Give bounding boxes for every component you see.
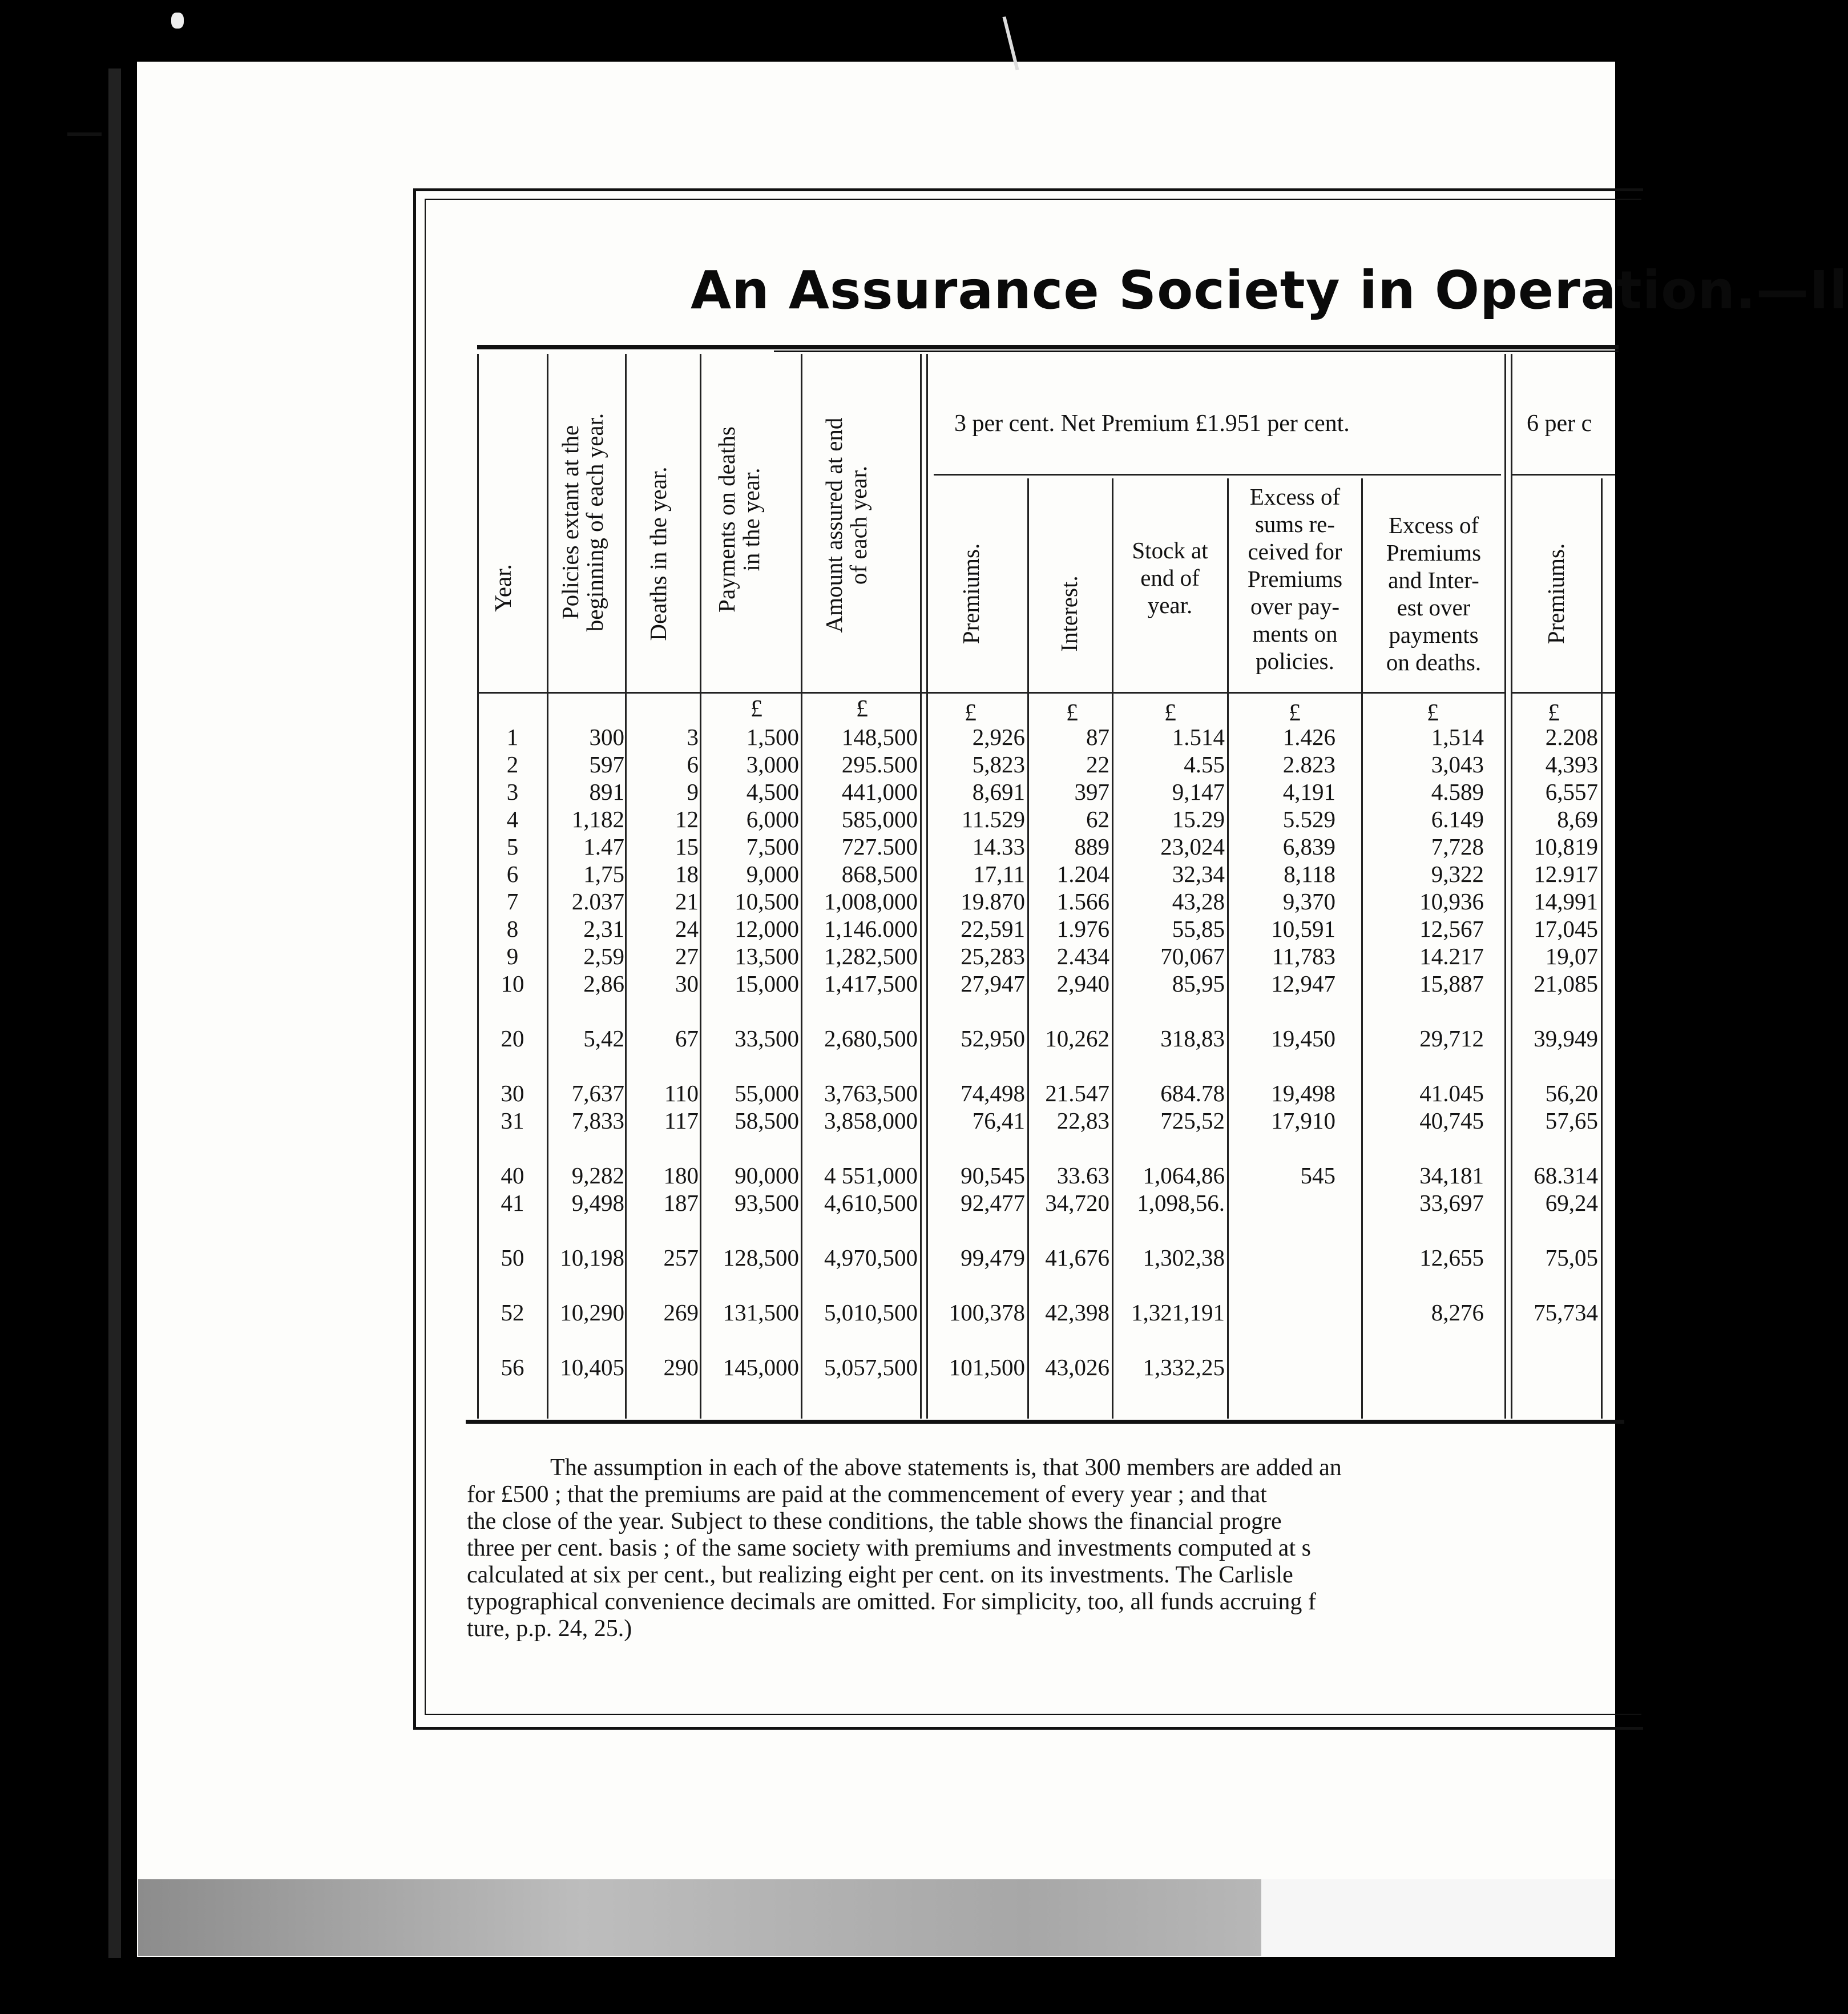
note-line: typographical convenience decimals are omitted. For simplicity, too, all funds accruing f <box>467 1589 1316 1615</box>
cell-excess-sums: 545 <box>1300 1162 1335 1189</box>
cell-interest: 10,262 <box>1045 1025 1109 1052</box>
col-divider <box>477 354 479 1419</box>
cell-premiums: 52,950 <box>961 1025 1025 1052</box>
cell-policies: 597 <box>589 751 624 778</box>
cell-excess-prem: 7,728 <box>1431 833 1484 860</box>
cell-excess-prem: 10,936 <box>1419 888 1484 915</box>
cell-amount: 5,010,500 <box>824 1299 918 1326</box>
cell-stock: 70,067 <box>1160 943 1225 969</box>
cell-payments: 1,500 <box>746 724 799 750</box>
cell-premiums: 17,11 <box>973 861 1025 887</box>
cell-excess-sums: 10,591 <box>1271 916 1335 942</box>
cell-interest: 22,83 <box>1056 1107 1109 1134</box>
group-header-rule <box>1512 474 1615 476</box>
header-premiums: Premiums. <box>958 543 984 645</box>
cell-excess-prem: 41.045 <box>1419 1080 1484 1106</box>
cell-amount: 4,970,500 <box>824 1244 918 1271</box>
cell-policies: 9,498 <box>571 1190 624 1216</box>
cell-excess-sums: 2.823 <box>1282 751 1335 778</box>
cell-excess-sums: 5.529 <box>1282 806 1335 832</box>
header-stock: Stock at end of year. <box>1132 537 1208 618</box>
cell-excess-prem: 29,712 <box>1419 1025 1484 1052</box>
header-excess-premiums: Excess of Premiums and Inter- est over payments on deaths. <box>1386 512 1482 675</box>
cell-interest: 42,398 <box>1045 1299 1109 1326</box>
cell-excess-prem: 6.149 <box>1431 806 1484 832</box>
cell-excess-prem: 3,043 <box>1431 751 1484 778</box>
table-top-rule <box>477 345 1619 349</box>
cell-premiums: 74,498 <box>961 1080 1025 1106</box>
cell-prem6: 2.208 <box>1545 724 1598 750</box>
cell-stock: 1,321,191 <box>1131 1299 1225 1326</box>
col-divider <box>547 354 548 1419</box>
cell-year: 2 <box>506 751 519 778</box>
cell-excess-prem: 15,887 <box>1419 970 1484 997</box>
cell-deaths: 18 <box>675 861 699 887</box>
note-line: the close of the year. Subject to these conditions, the table shows the financial progre <box>467 1508 1282 1534</box>
cell-policies: 2,86 <box>583 970 624 997</box>
header-excess-sums: Excess of sums re- ceived for Premiums over pay- ments on policies. <box>1247 484 1343 674</box>
cell-stock: 1,332,25 <box>1143 1354 1225 1380</box>
cell-payments: 6,000 <box>746 806 799 832</box>
sub-col-divider <box>1601 478 1603 1419</box>
cell-stock: 318,83 <box>1160 1025 1225 1052</box>
cell-stock: 684.78 <box>1160 1080 1225 1106</box>
cell-payments: 128,500 <box>723 1244 799 1271</box>
cell-prem6: 8,69 <box>1557 806 1598 832</box>
cell-excess-sums: 6,839 <box>1282 833 1335 860</box>
binding-edge <box>108 69 121 1958</box>
currency-mark: £ <box>1427 700 1439 726</box>
cell-interest: 34,720 <box>1045 1190 1109 1216</box>
cell-prem6: 68.314 <box>1534 1162 1598 1189</box>
explanatory-note <box>467 1455 1620 1642</box>
cell-deaths: 6 <box>687 751 699 778</box>
cell-year: 7 <box>506 888 519 915</box>
header-bottom-rule <box>478 692 1504 694</box>
cell-excess-prem: 9,322 <box>1431 861 1484 887</box>
cell-policies: 1,182 <box>571 806 624 832</box>
cell-deaths: 3 <box>687 724 699 750</box>
cell-payments: 3,000 <box>746 751 799 778</box>
cell-policies: 5,42 <box>583 1025 624 1052</box>
note-line: ture, p.p. 24, 25.) <box>467 1616 632 1642</box>
note-line: three per cent. basis ; of the same society with premiums and investments computed at s <box>467 1535 1311 1561</box>
cell-deaths: 27 <box>675 943 699 969</box>
cell-prem6: 21,085 <box>1534 970 1598 997</box>
cell-stock: 9,147 <box>1172 779 1225 805</box>
cell-interest: 22 <box>1086 751 1109 778</box>
cell-deaths: 30 <box>675 970 699 997</box>
cell-payments: 55,000 <box>735 1080 799 1106</box>
cell-deaths: 9 <box>687 779 699 805</box>
cell-prem6: 75,05 <box>1545 1244 1598 1271</box>
cell-premiums: 2,926 <box>972 724 1025 750</box>
cell-year: 1 <box>506 724 519 750</box>
cell-payments: 9,000 <box>746 861 799 887</box>
cell-stock: 55,85 <box>1172 916 1225 942</box>
cell-payments: 33,500 <box>735 1025 799 1052</box>
cell-excess-prem: 14.217 <box>1419 943 1484 969</box>
cell-interest: 2,940 <box>1056 970 1109 997</box>
cell-premiums: 99,479 <box>961 1244 1025 1271</box>
cell-payments: 7,500 <box>746 833 799 860</box>
cell-policies: 300 <box>589 724 624 750</box>
cell-prem6: 56,20 <box>1545 1080 1598 1106</box>
cell-policies: 2,59 <box>583 943 624 969</box>
cell-amount: 727.500 <box>841 833 918 860</box>
cell-policies: 7,637 <box>571 1080 624 1106</box>
cell-payments: 13,500 <box>735 943 799 969</box>
cell-excess-sums: 19,498 <box>1271 1080 1335 1106</box>
cell-excess-prem: 33,697 <box>1419 1190 1484 1216</box>
cell-year: 40 <box>501 1162 524 1189</box>
cell-excess-prem: 40,745 <box>1419 1107 1484 1134</box>
cell-stock: 23,024 <box>1160 833 1225 860</box>
cell-excess-sums: 8,118 <box>1284 861 1335 887</box>
cell-premiums: 14.33 <box>972 833 1025 860</box>
header-interest: Interest. <box>1056 575 1082 652</box>
cell-interest: 1.204 <box>1056 861 1109 887</box>
group-header-rule <box>934 474 1501 476</box>
header-year: Year. <box>490 564 516 612</box>
cell-amount: 3,858,000 <box>824 1107 918 1134</box>
cell-interest: 397 <box>1074 779 1109 805</box>
cell-premiums: 19.870 <box>961 888 1025 915</box>
cell-stock: 725,52 <box>1160 1107 1225 1134</box>
currency-mark: £ <box>751 696 762 722</box>
cell-year: 30 <box>501 1080 524 1106</box>
scan-speck <box>171 13 184 29</box>
table-bottom-rule <box>466 1420 1624 1424</box>
header-group-6pc: 6 per c <box>1527 410 1592 437</box>
cell-prem6: 19,07 <box>1545 943 1598 969</box>
currency-mark: £ <box>1548 700 1560 726</box>
cell-year: 8 <box>506 916 519 942</box>
cell-prem6: 14,991 <box>1534 888 1598 915</box>
cell-interest: 1.976 <box>1056 916 1109 942</box>
cell-deaths: 67 <box>675 1025 699 1052</box>
cell-year: 56 <box>501 1354 524 1380</box>
cell-payments: 58,500 <box>735 1107 799 1134</box>
cell-policies: 2.037 <box>571 888 624 915</box>
cell-amount: 5,057,500 <box>824 1354 918 1380</box>
cell-year: 31 <box>501 1107 524 1134</box>
cell-excess-prem: 12,567 <box>1419 916 1484 942</box>
cell-amount: 1,417,500 <box>824 970 918 997</box>
cell-year: 20 <box>501 1025 524 1052</box>
cell-payments: 131,500 <box>723 1299 799 1326</box>
margin-tick <box>67 132 102 136</box>
cell-policies: 10,290 <box>560 1299 624 1326</box>
cell-deaths: 110 <box>664 1080 699 1106</box>
cell-policies: 10,405 <box>560 1354 624 1380</box>
cell-payments: 145,000 <box>723 1354 799 1380</box>
cell-excess-sums: 19,450 <box>1271 1025 1335 1052</box>
cell-excess-sums: 9,370 <box>1282 888 1335 915</box>
cell-excess-prem: 1,514 <box>1431 724 1484 750</box>
cell-deaths: 21 <box>675 888 699 915</box>
cell-excess-prem: 4.589 <box>1431 779 1484 805</box>
cell-policies: 10,198 <box>560 1244 624 1271</box>
header-bottom-rule <box>1512 692 1615 694</box>
cell-policies: 2,31 <box>583 916 624 942</box>
cell-payments: 10,500 <box>735 888 799 915</box>
cell-prem6: 69,24 <box>1545 1190 1598 1216</box>
cell-interest: 2.434 <box>1056 943 1109 969</box>
note-line: for £500 ; that the premiums are paid at the commencement of every year ; and that <box>467 1481 1267 1508</box>
currency-mark: £ <box>856 696 868 722</box>
cell-interest: 62 <box>1086 806 1109 832</box>
cell-excess-sums: 17,910 <box>1271 1107 1335 1134</box>
cell-interest: 87 <box>1086 724 1109 750</box>
cell-year: 52 <box>501 1299 524 1326</box>
sub-col-divider <box>1227 478 1229 1419</box>
cell-deaths: 187 <box>663 1190 699 1216</box>
cell-deaths: 290 <box>663 1354 699 1380</box>
col-divider <box>700 354 701 1419</box>
cell-amount: 148,500 <box>841 724 918 750</box>
cell-deaths: 180 <box>663 1162 699 1189</box>
cell-policies: 7,833 <box>571 1107 624 1134</box>
cell-deaths: 15 <box>675 833 699 860</box>
cell-stock: 1,064,86 <box>1143 1162 1225 1189</box>
cell-interest: 21.547 <box>1045 1080 1109 1106</box>
cell-stock: 43,28 <box>1172 888 1225 915</box>
cell-payments: 12,000 <box>735 916 799 942</box>
cell-amount: 2,680,500 <box>824 1025 918 1052</box>
currency-mark: £ <box>1164 700 1176 726</box>
cell-deaths: 12 <box>675 806 699 832</box>
header-policies: Policies extant at the beginning of each year. <box>557 413 608 632</box>
cell-policies: 891 <box>589 779 624 805</box>
cell-excess-sums: 11,783 <box>1272 943 1335 969</box>
cell-amount: 4,610,500 <box>824 1190 918 1216</box>
cell-amount: 1,146.000 <box>824 916 918 942</box>
sub-col-divider <box>1361 478 1363 1419</box>
cell-premiums: 100,378 <box>949 1299 1025 1326</box>
note-line: The assumption in each of the above statements is, that 300 members are added an <box>550 1455 1342 1481</box>
cell-premiums: 8,691 <box>972 779 1025 805</box>
note-line: calculated at six per cent., but realizing eight per cent. on its investments. The Carlisle <box>467 1562 1293 1588</box>
currency-mark: £ <box>1289 700 1301 726</box>
cell-amount: 1,282,500 <box>824 943 918 969</box>
cell-premiums: 76,41 <box>972 1107 1025 1134</box>
cell-interest: 889 <box>1074 833 1109 860</box>
header-group-3pc: 3 per cent. Net Premium £1.951 per cent. <box>954 410 1350 437</box>
col-divider <box>801 354 802 1419</box>
cell-excess-sums: 12,947 <box>1271 970 1335 997</box>
cell-stock: 4.55 <box>1184 751 1225 778</box>
cell-year: 6 <box>506 861 519 887</box>
cell-year: 10 <box>501 970 524 997</box>
cell-stock: 15.29 <box>1172 806 1225 832</box>
header-payments: Payments on deaths in the year. <box>713 426 765 613</box>
cell-payments: 90,000 <box>735 1162 799 1189</box>
cell-excess-prem: 8,276 <box>1431 1299 1484 1326</box>
cell-year: 4 <box>506 806 519 832</box>
cell-stock: 1,098,56. <box>1137 1190 1225 1216</box>
cell-amount: 3,763,500 <box>824 1080 918 1106</box>
cell-year: 3 <box>506 779 519 805</box>
scan-bottom-margin <box>1261 1879 1615 1956</box>
cell-excess-sums: 1.426 <box>1282 724 1335 750</box>
cell-prem6: 6,557 <box>1545 779 1598 805</box>
cell-excess-prem: 34,181 <box>1419 1162 1484 1189</box>
cell-policies: 1.47 <box>583 833 624 860</box>
col-divider <box>625 354 627 1419</box>
cell-stock: 85,95 <box>1172 970 1225 997</box>
currency-mark: £ <box>965 700 977 726</box>
cell-amount: 868,500 <box>841 861 918 887</box>
cell-policies: 1,75 <box>583 861 624 887</box>
cell-premiums: 90,545 <box>961 1162 1025 1189</box>
cell-premiums: 25,283 <box>961 943 1025 969</box>
cell-excess-prem: 12,655 <box>1419 1244 1484 1271</box>
cell-payments: 4,500 <box>746 779 799 805</box>
col-divider-double <box>1504 354 1512 1419</box>
cell-interest: 33.63 <box>1056 1162 1109 1189</box>
header-amount: Amount assured at end of each year. <box>821 417 872 633</box>
cell-stock: 1,302,38 <box>1143 1244 1225 1271</box>
cell-deaths: 269 <box>663 1299 699 1326</box>
cell-interest: 1.566 <box>1056 888 1109 915</box>
cell-year: 9 <box>506 943 519 969</box>
header-premiums-6pc: Premiums. <box>1543 543 1569 645</box>
cell-amount: 295.500 <box>841 751 918 778</box>
cell-prem6: 75,734 <box>1534 1299 1598 1326</box>
cell-premiums: 5,823 <box>972 751 1025 778</box>
cell-payments: 93,500 <box>735 1190 799 1216</box>
table-top-rule-thin <box>774 351 1619 352</box>
sub-col-divider <box>1112 478 1113 1419</box>
cell-deaths: 257 <box>663 1244 699 1271</box>
cell-amount: 441,000 <box>841 779 918 805</box>
cell-payments: 15,000 <box>735 970 799 997</box>
header-deaths: Deaths in the year. <box>645 466 671 641</box>
currency-mark: £ <box>1066 700 1078 726</box>
cell-amount: 4 551,000 <box>824 1162 918 1189</box>
cell-prem6: 10,819 <box>1534 833 1598 860</box>
cell-year: 41 <box>501 1190 524 1216</box>
cell-prem6: 12.917 <box>1534 861 1598 887</box>
cell-interest: 41,676 <box>1045 1244 1109 1271</box>
cell-deaths: 117 <box>664 1107 699 1134</box>
cell-year: 50 <box>501 1244 524 1271</box>
cell-premiums: 11.529 <box>961 806 1025 832</box>
cell-amount: 585,000 <box>841 806 918 832</box>
cell-premiums: 27,947 <box>961 970 1025 997</box>
page-title: An Assurance Society in Operation.—Il <box>691 260 1848 321</box>
cell-prem6: 17,045 <box>1534 916 1598 942</box>
cell-premiums: 101,500 <box>949 1354 1025 1380</box>
cell-amount: 1,008,000 <box>824 888 918 915</box>
cell-excess-sums: 4,191 <box>1282 779 1335 805</box>
cell-prem6: 57,65 <box>1545 1107 1598 1134</box>
cell-year: 5 <box>506 833 519 860</box>
cell-deaths: 24 <box>675 916 699 942</box>
cell-stock: 1.514 <box>1172 724 1225 750</box>
cell-prem6: 4,393 <box>1545 751 1598 778</box>
cell-policies: 9,282 <box>571 1162 624 1189</box>
cell-prem6: 39,949 <box>1534 1025 1598 1052</box>
cell-premiums: 92,477 <box>961 1190 1025 1216</box>
cell-premiums: 22,591 <box>961 916 1025 942</box>
cell-stock: 32,34 <box>1172 861 1225 887</box>
cell-interest: 43,026 <box>1045 1354 1109 1380</box>
sub-col-divider <box>1027 478 1029 1419</box>
